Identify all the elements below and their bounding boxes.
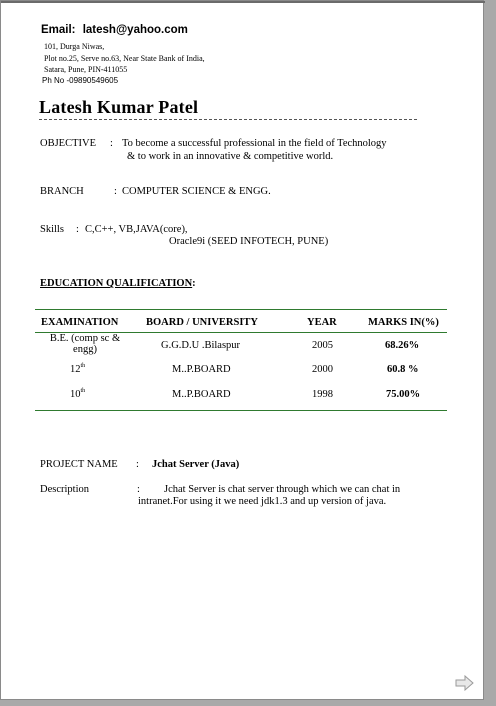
row3-exam-text: 10: [70, 389, 81, 400]
row2-marks: 60.8 %: [387, 364, 419, 375]
row3-exam: [70, 389, 85, 400]
page-top-border: [1, 1, 485, 3]
objective-separator: :: [110, 138, 113, 149]
col-header-examination: EXAMINATION: [41, 317, 119, 328]
skills-label: Skills: [40, 224, 64, 235]
arrow-right-icon[interactable]: [455, 675, 475, 691]
description-line-2: intranet.For using it we need jdk1.3 and up version of java.: [138, 496, 387, 507]
row3-board: M..P.BOARD: [172, 389, 231, 400]
table-top-rule: [35, 309, 447, 310]
email-line: [41, 24, 188, 36]
address-line-1: 101, Durga Niwas,: [44, 42, 105, 51]
address-line-3: Satara, Pune, PIN-411055: [44, 65, 128, 74]
project-separator: :: [136, 459, 139, 470]
branch-separator: :: [114, 186, 117, 197]
row1-board: G.G.D.U .Bilaspur: [161, 340, 241, 351]
col-header-year: YEAR: [307, 317, 337, 328]
project-label: PROJECT NAME: [40, 459, 118, 470]
name-divider: [39, 119, 417, 120]
skills-line-2: Oracle9i (SEED INFOTECH, PUNE): [169, 236, 329, 247]
education-title-colon: :: [192, 278, 196, 289]
branch-label: BRANCH: [40, 186, 84, 197]
col-header-board: BOARD / UNIVERSITY: [146, 317, 259, 328]
project-name: Jchat Server (Java): [152, 459, 240, 470]
objective-label: OBJECTIVE: [40, 138, 96, 149]
row3-exam-sup: th: [80, 388, 86, 394]
email-address[interactable]: latesh@yahoo.com: [82, 24, 188, 36]
table-bottom-rule: [35, 410, 447, 411]
education-heading: [40, 273, 196, 291]
row1-marks: 68.26%: [385, 340, 420, 351]
education-title: EDUCATION QUALIFICATION: [40, 278, 193, 289]
objective-line-1: To become a successful professional in the field of Technology: [122, 138, 387, 149]
description-line-1: Jchat Server is chat server through which we can chat in: [164, 484, 401, 495]
table-row: [41, 333, 129, 355]
email-label: Email:: [41, 24, 76, 36]
row1-exam: B.E. (comp sc &: [49, 333, 121, 344]
row2-exam: [70, 364, 85, 375]
col-header-marks: MARKS IN(%): [368, 317, 439, 328]
row1-year: 2005: [312, 340, 333, 351]
row1-exam-cont: engg): [73, 344, 97, 355]
row3-marks: 75.00%: [386, 389, 421, 400]
row2-board: M..P.BOARD: [172, 364, 231, 375]
row2-exam-sup: th: [80, 363, 86, 369]
skills-line-1: C,C++, VB,JAVA(core),: [85, 224, 188, 235]
objective-line-2: & to work in an innovative & competitive world.: [127, 151, 334, 162]
candidate-name: Latesh Kumar Patel: [39, 97, 199, 117]
description-label: Description: [40, 484, 89, 495]
description-separator: :: [137, 484, 140, 495]
row2-year: 2000: [312, 364, 333, 375]
row2-exam-text: 12: [70, 364, 81, 375]
phone-number: Ph No -09890549605: [42, 76, 119, 85]
row3-year: 1998: [312, 389, 333, 400]
branch-value: COMPUTER SCIENCE & ENGG.: [122, 186, 271, 197]
address-line-2: Plot no.25, Serve no.63, Near State Bank of India,: [44, 54, 205, 63]
skills-separator: :: [76, 224, 79, 235]
